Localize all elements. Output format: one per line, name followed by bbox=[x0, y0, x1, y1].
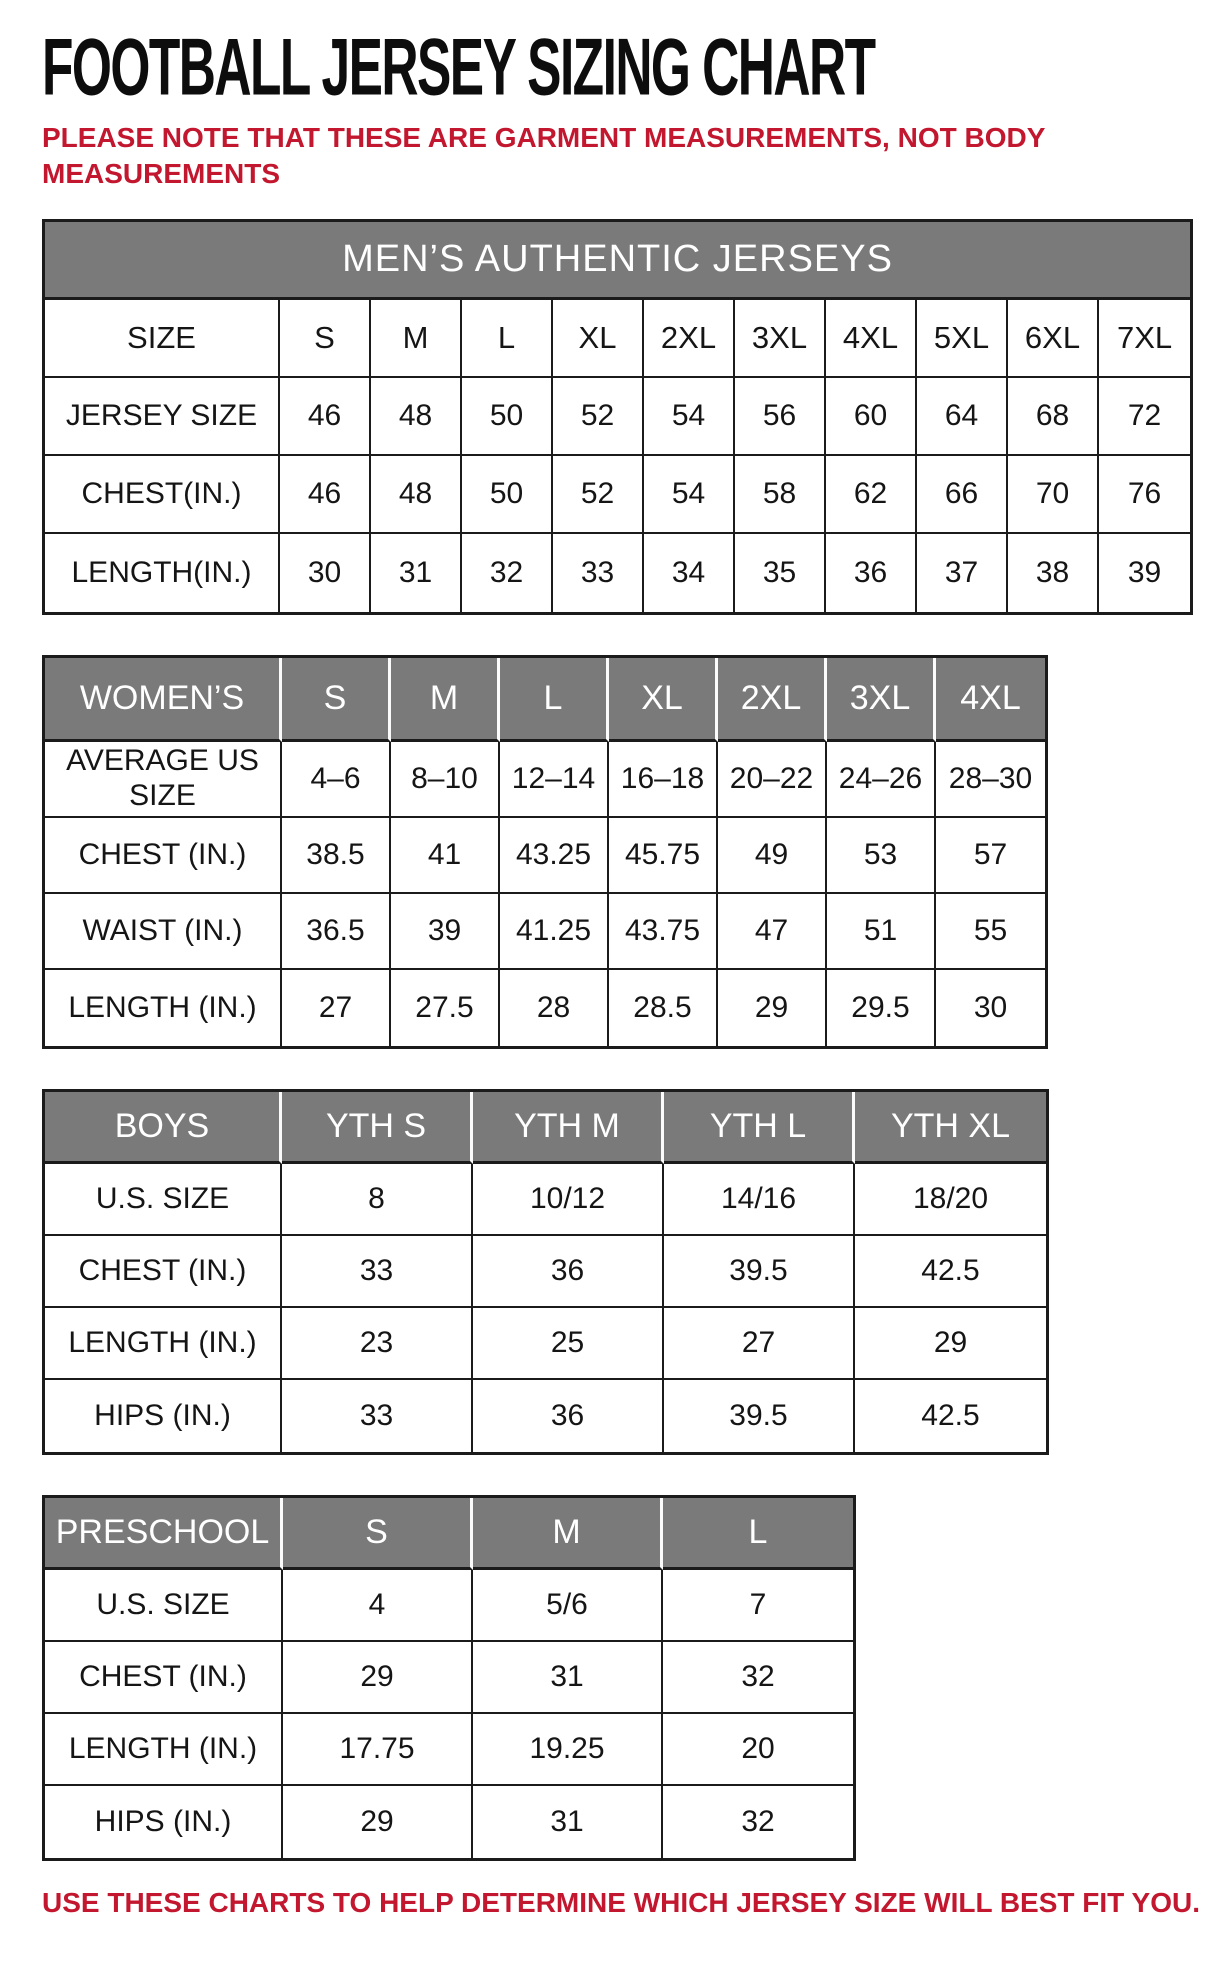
value-cell: 29.5 bbox=[827, 970, 936, 1046]
col-header-cell: L bbox=[462, 300, 553, 378]
col-header-cell: 4XL bbox=[826, 300, 917, 378]
value-cell: 34 bbox=[644, 534, 735, 612]
value-cell: 20 bbox=[663, 1714, 853, 1786]
table-banner-row bbox=[45, 222, 1190, 300]
col-header-cell: L bbox=[500, 658, 609, 742]
value-cell: 43.25 bbox=[500, 818, 609, 894]
value-cell: 32 bbox=[663, 1642, 853, 1714]
value-cell: 48 bbox=[371, 456, 462, 534]
value-cell: 33 bbox=[282, 1380, 473, 1452]
col-header-cell: M bbox=[391, 658, 500, 742]
row-label-cell: CHEST (IN.) bbox=[45, 1236, 282, 1308]
value-cell: 30 bbox=[973, 990, 1008, 1024]
table-row bbox=[45, 1308, 1046, 1380]
table-row bbox=[45, 970, 1045, 1046]
value-cell: 33 bbox=[553, 534, 644, 612]
row-label-cell: LENGTH (IN.) bbox=[45, 970, 282, 1046]
page-title bbox=[42, 20, 1180, 112]
value-cell: 23 bbox=[282, 1308, 473, 1380]
page-title-text: FOOTBALL JERSEY SIZING CHART bbox=[42, 21, 875, 112]
row-label-cell: CHEST (IN.) bbox=[45, 818, 282, 894]
value-cell: 33 bbox=[282, 1236, 473, 1308]
value-cell: 57 bbox=[936, 818, 1045, 894]
value-cell: 10/12 bbox=[473, 1164, 664, 1236]
value-cell: 28 bbox=[500, 970, 609, 1046]
value-cell: 31 bbox=[473, 1642, 663, 1714]
table-row bbox=[45, 1714, 853, 1786]
col-header-cell: M bbox=[371, 300, 462, 378]
column-header-row bbox=[45, 1092, 1046, 1164]
column-header-row bbox=[45, 1498, 853, 1570]
value-cell: 35 bbox=[735, 534, 826, 612]
table-row bbox=[45, 534, 1190, 612]
value-cell: 58 bbox=[735, 456, 826, 534]
value-cell: 39 bbox=[1127, 555, 1162, 589]
value-cell: 56 bbox=[735, 378, 826, 456]
value-cell: 27.5 bbox=[391, 970, 500, 1046]
value-cell: 28.5 bbox=[609, 970, 718, 1046]
table-row bbox=[45, 1642, 853, 1714]
value-cell: 43.75 bbox=[609, 894, 718, 970]
value-cell: 36 bbox=[473, 1380, 664, 1452]
value-cell: 29 bbox=[283, 1786, 473, 1858]
value-cell: 39 bbox=[391, 894, 500, 970]
value-cell: 46 bbox=[280, 378, 371, 456]
col-header-cell: YTH XL bbox=[855, 1092, 1046, 1164]
col-header-cell: S bbox=[280, 300, 371, 378]
value-cell: 39.5 bbox=[664, 1380, 855, 1452]
footer-note: USE THESE CHARTS TO HELP DETERMINE WHICH JERSEY SIZE WILL BEST FIT YOU. bbox=[42, 1886, 1200, 1918]
group-header-cell: BOYS bbox=[45, 1092, 282, 1164]
value-cell: 38 bbox=[1008, 534, 1099, 612]
value-cell: 14/16 bbox=[664, 1164, 855, 1236]
value-cell: 8 bbox=[282, 1164, 473, 1236]
value-cell: 5/6 bbox=[473, 1570, 663, 1642]
col-header-cell: 2XL bbox=[718, 658, 827, 742]
col-header-cell: 3XL bbox=[827, 658, 936, 742]
row-label-cell: CHEST(IN.) bbox=[45, 456, 280, 534]
table-row bbox=[45, 742, 1045, 818]
col-header-cell: M bbox=[473, 1498, 663, 1570]
value-cell: 68 bbox=[1008, 378, 1099, 456]
value-cell: 36.5 bbox=[282, 894, 391, 970]
col-header-cell: 5XL bbox=[917, 300, 1008, 378]
row-label-cell: HIPS (IN.) bbox=[45, 1786, 283, 1858]
row-label-cell: JERSEY SIZE bbox=[45, 378, 280, 456]
col-header-cell: 6XL bbox=[1008, 300, 1099, 378]
value-cell: 54 bbox=[644, 456, 735, 534]
value-cell: 36 bbox=[826, 534, 917, 612]
boys-sizing-table bbox=[42, 1089, 1049, 1455]
table-row bbox=[45, 1786, 853, 1858]
value-cell: 62 bbox=[826, 456, 917, 534]
value-cell: 52 bbox=[553, 378, 644, 456]
value-cell: 30 bbox=[280, 534, 371, 612]
col-header-cell: 7XL bbox=[1099, 300, 1190, 378]
value-cell: 32 bbox=[462, 534, 553, 612]
value-cell: 52 bbox=[553, 456, 644, 534]
value-cell: 41 bbox=[391, 818, 500, 894]
row-label-cell: AVERAGE US SIZE bbox=[45, 742, 282, 818]
value-cell: 50 bbox=[462, 378, 553, 456]
value-cell: 7 bbox=[663, 1570, 853, 1642]
value-cell: 39.5 bbox=[664, 1236, 855, 1308]
value-cell: 27 bbox=[664, 1308, 855, 1380]
value-cell: 42.5 bbox=[921, 1398, 980, 1432]
value-cell: 17.75 bbox=[283, 1714, 473, 1786]
col-header-cell: 2XL bbox=[644, 300, 735, 378]
value-cell: 42.5 bbox=[855, 1236, 1046, 1308]
table-row bbox=[45, 1236, 1046, 1308]
value-cell: 28–30 bbox=[936, 742, 1045, 818]
row-label-cell: LENGTH (IN.) bbox=[45, 1308, 282, 1380]
table-row bbox=[45, 1164, 1046, 1236]
col-header-cell: YTH M bbox=[473, 1092, 664, 1164]
row-label-cell: U.S. SIZE bbox=[45, 1570, 283, 1642]
col-header-cell: S bbox=[283, 1498, 473, 1570]
value-cell: 8–10 bbox=[391, 742, 500, 818]
value-cell: 53 bbox=[827, 818, 936, 894]
table-row bbox=[45, 1380, 1046, 1452]
value-cell: 49 bbox=[718, 818, 827, 894]
preschool-sizing-table bbox=[42, 1495, 856, 1861]
row-label-cell: LENGTH(IN.) bbox=[45, 534, 280, 612]
table-row bbox=[45, 1570, 853, 1642]
value-cell: 64 bbox=[917, 378, 1008, 456]
column-header-row bbox=[45, 300, 1190, 378]
group-header-cell: WOMEN’S bbox=[45, 658, 282, 742]
group-header-cell: PRESCHOOL bbox=[45, 1498, 283, 1570]
value-cell: 41.25 bbox=[500, 894, 609, 970]
value-cell: 25 bbox=[473, 1308, 664, 1380]
value-cell: 66 bbox=[917, 456, 1008, 534]
value-cell: 50 bbox=[462, 456, 553, 534]
mens-sizing-table bbox=[42, 219, 1193, 615]
value-cell: 16–18 bbox=[609, 742, 718, 818]
col-header-cell: YTH L bbox=[664, 1092, 855, 1164]
value-cell: 19.25 bbox=[473, 1714, 663, 1786]
value-cell: 29 bbox=[718, 970, 827, 1046]
value-cell: 4–6 bbox=[282, 742, 391, 818]
value-cell: 76 bbox=[1099, 456, 1190, 534]
value-cell: 70 bbox=[1008, 456, 1099, 534]
table-row bbox=[45, 894, 1045, 970]
value-cell: 32 bbox=[741, 1804, 775, 1838]
corner-label-cell: SIZE bbox=[45, 300, 280, 378]
column-header-row bbox=[45, 658, 1045, 742]
table-row bbox=[45, 378, 1190, 456]
row-label-cell: LENGTH (IN.) bbox=[45, 1714, 283, 1786]
value-cell: 18/20 bbox=[855, 1164, 1046, 1236]
value-cell: 46 bbox=[280, 456, 371, 534]
value-cell: 55 bbox=[936, 894, 1045, 970]
value-cell: 60 bbox=[826, 378, 917, 456]
row-label-cell: CHEST (IN.) bbox=[45, 1642, 283, 1714]
womens-sizing-table bbox=[42, 655, 1048, 1049]
row-label-cell: U.S. SIZE bbox=[45, 1164, 282, 1236]
row-label-cell: WAIST (IN.) bbox=[45, 894, 282, 970]
table-row bbox=[45, 456, 1190, 534]
col-header-cell: XL bbox=[609, 658, 718, 742]
col-header-cell: 4XL bbox=[936, 658, 1045, 742]
value-cell: 37 bbox=[917, 534, 1008, 612]
value-cell: 20–22 bbox=[718, 742, 827, 818]
table-row bbox=[45, 818, 1045, 894]
value-cell: 51 bbox=[827, 894, 936, 970]
row-label-cell: HIPS (IN.) bbox=[45, 1380, 282, 1452]
value-cell: 29 bbox=[855, 1308, 1046, 1380]
value-cell: 31 bbox=[473, 1786, 663, 1858]
value-cell: 12–14 bbox=[500, 742, 609, 818]
value-cell: 54 bbox=[644, 378, 735, 456]
value-cell: 31 bbox=[371, 534, 462, 612]
value-cell: 47 bbox=[718, 894, 827, 970]
col-header-cell: YTH S bbox=[282, 1092, 473, 1164]
value-cell: 29 bbox=[283, 1642, 473, 1714]
value-cell: 4 bbox=[283, 1570, 473, 1642]
col-header-cell: S bbox=[282, 658, 391, 742]
value-cell: 72 bbox=[1099, 378, 1190, 456]
value-cell: 24–26 bbox=[827, 742, 936, 818]
col-header-cell: 3XL bbox=[735, 300, 826, 378]
table-banner: MEN’S AUTHENTIC JERSEYS bbox=[45, 222, 1190, 300]
value-cell: 48 bbox=[371, 378, 462, 456]
value-cell: 27 bbox=[282, 970, 391, 1046]
garment-measurement-note: PLEASE NOTE THAT THESE ARE GARMENT MEASUREMENTS, NOT BODY MEASUREMENTS bbox=[42, 122, 1045, 190]
value-cell: 45.75 bbox=[609, 818, 718, 894]
value-cell: 36 bbox=[473, 1236, 664, 1308]
col-header-cell: L bbox=[663, 1498, 853, 1570]
value-cell: 38.5 bbox=[282, 818, 391, 894]
col-header-cell: XL bbox=[553, 300, 644, 378]
